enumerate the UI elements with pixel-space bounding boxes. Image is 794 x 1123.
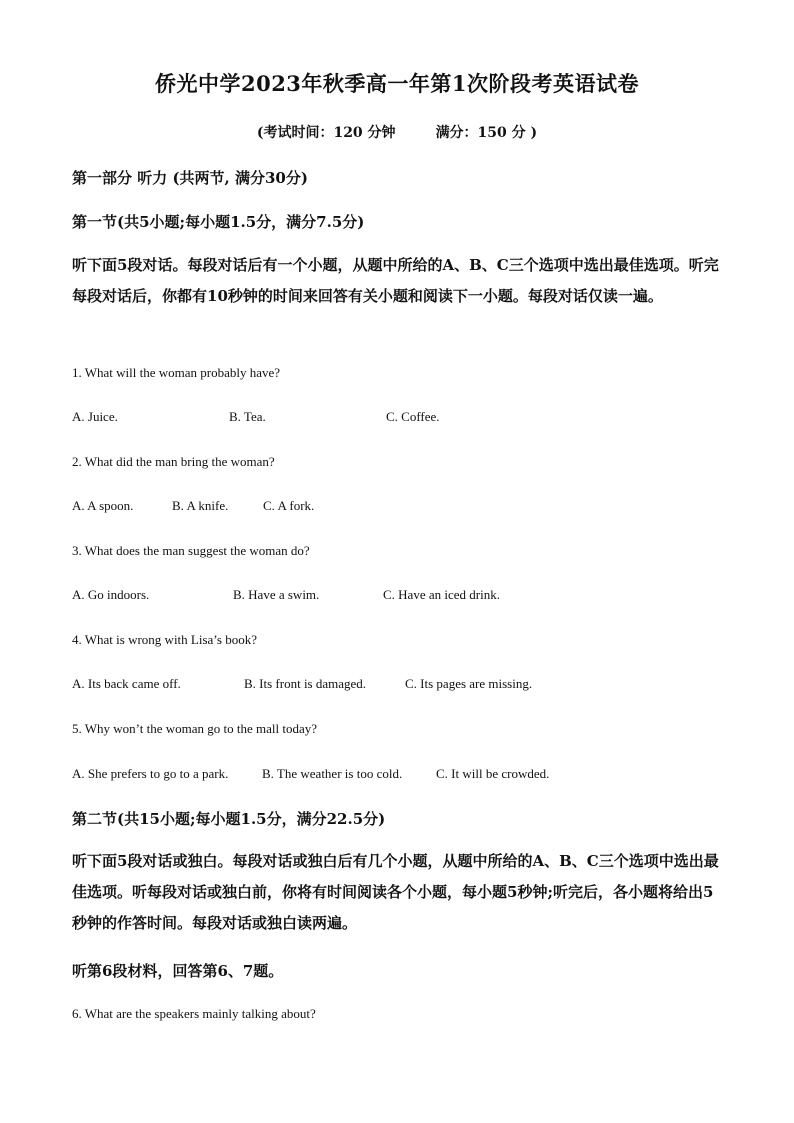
q2-option-c: C. A fork.	[263, 498, 315, 513]
q3-option-a: A. Go indoors.	[72, 587, 150, 602]
q1-option-b: B. Tea.	[229, 409, 266, 424]
section2-instructions: 听下面5段对话或独白。每段对话或独白后有几个小题，从题中所给的A、B、C三个选项中选出最佳选项。听每段对话或独白前，你将有时间阅读各个小题，每小题5秒钟;听完后，各小题将给出5秒钟的作答时间。每段对话或独白读两遍。	[72, 852, 719, 932]
part-heading: 第一部分 听力 (共两节, 满分30分)	[72, 169, 308, 187]
q4-option-c: C. Its pages are missing.	[405, 676, 533, 691]
q1-option-c: C. Coffee.	[386, 409, 440, 424]
q5-option-a: A. She prefers to go to a park.	[72, 766, 229, 781]
question-1: 1. What will the woman probably have?	[72, 365, 281, 380]
question-5: 5. Why won’t the woman go to the mall today?	[72, 721, 318, 736]
question-3: 3. What does the man suggest the woman do?	[72, 543, 310, 558]
section2-heading: 第二节(共15小题;每小题1.5分，满分22.5分)	[72, 810, 386, 828]
q4-option-b: B. Its front is damaged.	[244, 676, 367, 691]
question-6: 6. What are the speakers mainly talking about?	[72, 1006, 316, 1021]
question-4: 4. What is wrong with Lisa’s book?	[72, 632, 257, 647]
exam-score: 满分：150 分 )	[435, 125, 538, 141]
q5-option-b: B. The weather is too cold.	[262, 766, 403, 781]
exam-title: 侨光中学2023年秋季高一年第1次阶段考英语试卷	[154, 71, 640, 96]
question-2: 2. What did the man bring the woman?	[72, 454, 275, 469]
q3-option-b: B. Have a swim.	[233, 587, 320, 602]
section1-heading: 第一节(共5小题;每小题1.5分，满分7.5分)	[72, 213, 365, 231]
q2-option-b: B. A knife.	[172, 498, 229, 513]
exam-subtitle	[0, 122, 794, 142]
q1-option-a: A. Juice.	[72, 409, 118, 424]
q4-option-a: A. Its back came off.	[72, 676, 181, 691]
section1-instructions: 听下面5段对话。每段对话后有一个小题，从题中所给的A、B、C三个选项中选出最佳选项。听完每段对话后，你都有10秒钟的时间来回答有关小题和阅读下一小题。每段对话仅读一遍。	[72, 256, 719, 305]
q5-option-c: C. It will be crowded.	[436, 766, 550, 781]
material-6-heading: 听第6段材料，回答第6、7题。	[72, 962, 284, 980]
q2-option-a: A. A spoon.	[72, 498, 134, 513]
exam-time: (考试时间：120 分钟	[256, 125, 396, 141]
q3-option-c: C. Have an iced drink.	[383, 587, 500, 602]
